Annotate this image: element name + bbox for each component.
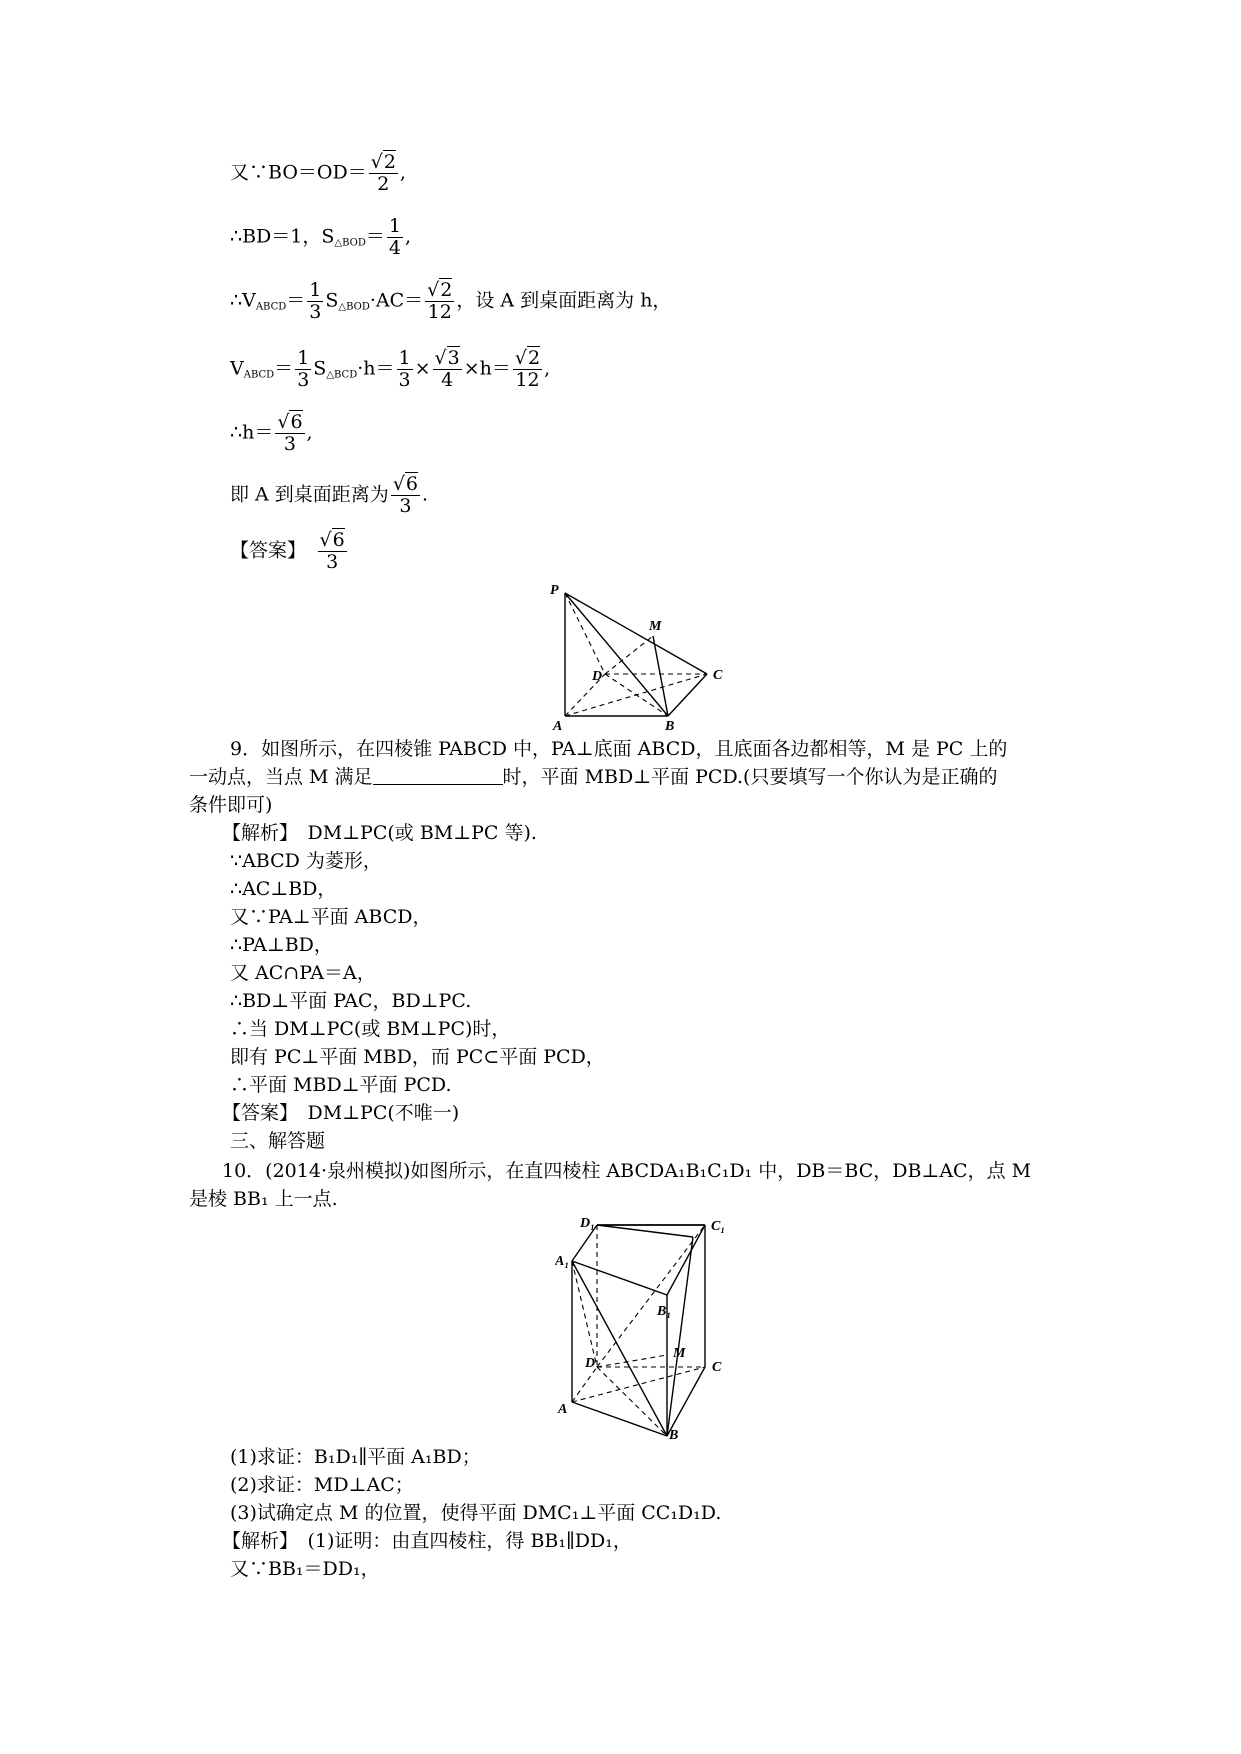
problem9-step-6: 又 AC∩PA＝A， [230,962,376,984]
problem9-step-8: ∴当 DM⊥PC(或 BM⊥PC)时， [230,1018,511,1040]
label-B1: B₁ [657,1304,672,1319]
problem9-line-3: 条件即可) [189,794,273,816]
problem9-line-1: 9．如图所示，在四棱锥 PABCD 中，PA⊥底面 ABCD，且底面各边都相等，M 是 PC 上的 [230,738,1008,760]
answer-line-8: 【答案】 $\frac{√6}{3}$ [230,529,345,573]
problem10-part-1: (1)求证：B₁D₁∥平面 A₁BD； [230,1446,481,1468]
label-A: A [558,1402,568,1417]
problem9-step-2: ∵ABCD 为菱形， [230,850,382,872]
solution-line-5: ∴h＝ $\frac{√6}{3}$ , [230,411,313,455]
label-D: D [592,669,603,684]
problem9-step-4: 又∵PA⊥平面 ABCD， [230,906,432,928]
prism-figure [555,1215,755,1440]
label-B: B [669,1428,679,1440]
label-A: A [553,719,563,733]
label-C: C [713,668,723,683]
problem10-line-2: 是棱 BB₁ 上一点. [189,1188,338,1210]
problem9-step-1: 【解析】 DM⊥PC(或 BM⊥PC 等). [222,822,537,844]
label-A1: A₁ [555,1254,570,1269]
problem10-line-1: 10．(2014·泉州模拟)如图所示，在直四棱柱 ABCDA₁B₁C₁D₁ 中，DB＝BC，DB⊥AC，点 M [222,1160,1032,1182]
problem9-step-7: ∴BD⊥平面 PAC，BD⊥PC. [230,990,472,1012]
pyramid-figure [545,578,765,733]
problem9-step-5: ∴PA⊥BD， [230,934,333,956]
problem9-step-10: ∴平面 MBD⊥平面 PCD. [230,1074,452,1096]
problem9-step-3: ∴AC⊥BD， [230,878,337,900]
label-D1: D₁ [580,1216,595,1231]
label-M: M [649,619,662,634]
solution-line-4: $V_{ABCD}=$ $\frac{1}{3}$ $S_{\triangle BCD}\cdot h=$ $\frac{1}{3}$ × $\frac{√3}{4}$ ×h＝ $\frac{√2}{12}$ , [230,347,551,391]
label-B: B [665,719,675,733]
problem10-part-3: (3)试确定点 M 的位置，使得平面 DMC₁⊥平面 CC₁D₁D. [230,1502,722,1524]
problem10-part-2: (2)求证：MD⊥AC； [230,1474,414,1496]
problem10-step-1: 又∵BB₁＝DD₁， [230,1558,380,1580]
solution-line-3: $\therefore V_{ABCD}=$ $\frac{1}{3}$ $S_{\triangle BOD}\cdot AC=$ $\frac{√2}{12}$ ，设 A 到桌面距离为 h， [230,279,672,323]
label-M: M [673,1346,686,1361]
problem9-step-9: 即有 PC⊥平面 MBD，而 PC⊂平面 PCD， [230,1046,605,1068]
solution-line-1: 又∵BO＝OD＝ $\frac{√2}{2}$ , [230,151,406,195]
problem9-line-2: 一动点，当点 M 满足 时，平面 MBD⊥平面 PCD.(只要填写一个你认为是正确的 [189,766,998,788]
problem10-analysis: 【解析】 (1)证明：由直四棱柱，得 BB₁∥DD₁， [222,1530,632,1552]
label-D: D [585,1356,596,1371]
section-heading: 三、解答题 [230,1130,326,1152]
solution-line-6: 即 A 到桌面距离为 $\frac{√6}{3}$ . [230,473,429,517]
problem9-answer: 【答案】 DM⊥PC(不唯一) [222,1102,460,1124]
label-C1: C₁ [711,1219,726,1234]
label-C: C [712,1360,722,1375]
solution-line-2: ∴BD＝1，$S_{\triangle BOD}=$ $\frac{1}{4}$ , [230,215,411,259]
label-P: P [550,583,559,598]
answer-blank[interactable] [373,768,503,785]
